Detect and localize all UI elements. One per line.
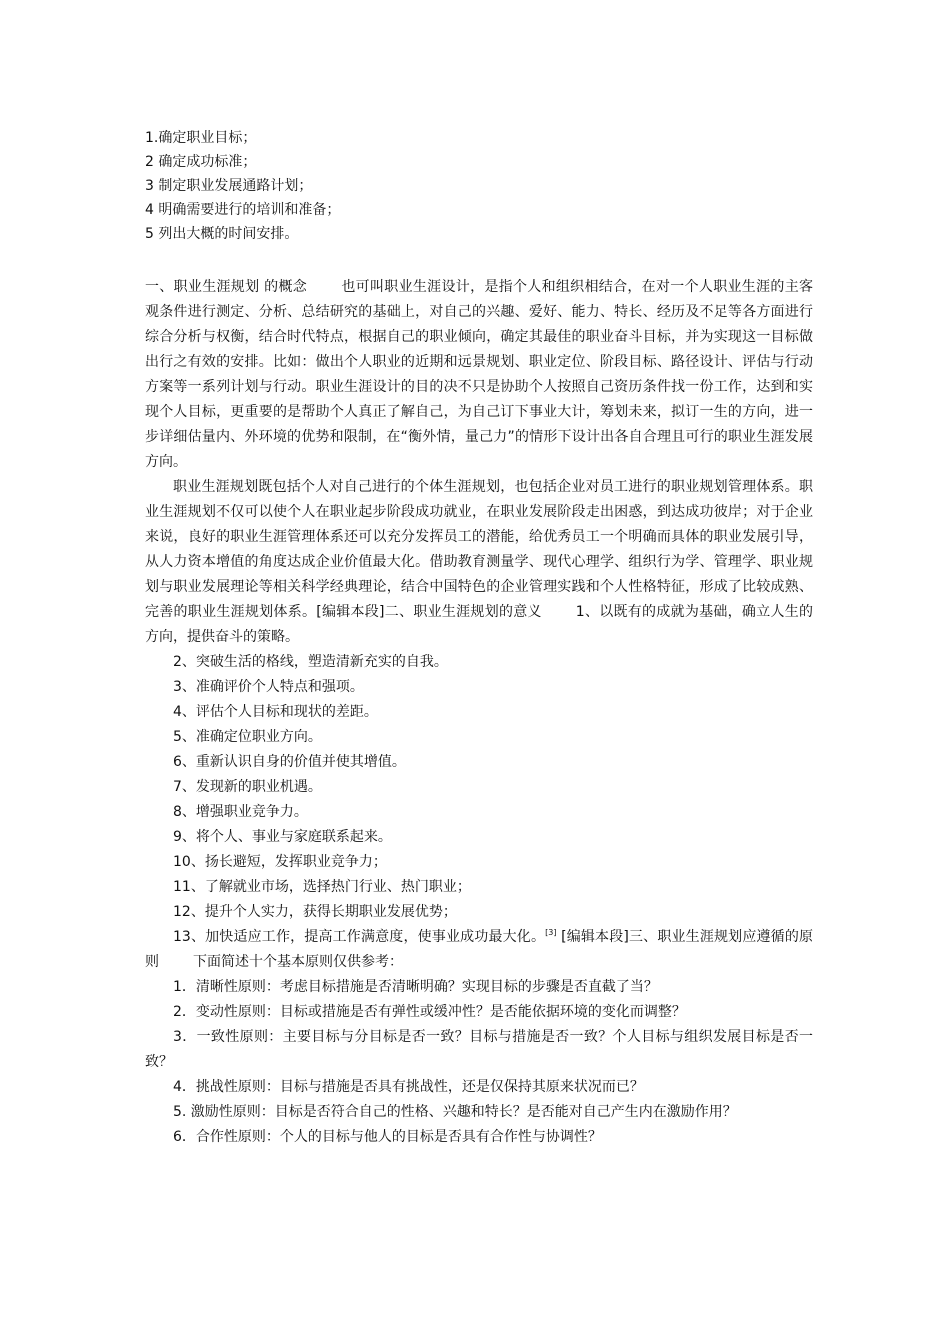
paragraph-2 bbox=[145, 475, 813, 650]
edit-section-link[interactable]: [编辑本段] bbox=[561, 929, 629, 945]
paragraph-2-body: 职业生涯规划既包括个人对自己进行的个体生涯规划，也包括企业对员工进行的职业规划管理体系。职业生涯规划不仅可以使个人在职业起步阶段成功就业，在职业发展阶段走出困惑，到达成功彼岸；对于企业来说，良好的职业生涯管理体系还可以充分发挥员工的潜能，给优秀员工一个明确而具体的职业发展引导，从人力资本增值的角度达成企业价值最大化。借助教育测量学、现代心理学、组织行为学、管理学、职业规划与职业发展理论等相关科学经典理论，结合中国特色的企业管理实践和个人性格特征，形成了比较成熟、完善的职业生涯规划体系。 bbox=[145, 479, 813, 620]
section-1-body: 也可叫职业生涯设计，是指个人和组织相结合，在对一个人职业生涯的主客观条件进行测定、分析、总结研究的基础上，对自己的兴趣、爱好、能力、特长、经历及不足等各方面进行综合分析与权衡，结合时代特点，根据自己的职业倾向，确定其最佳的职业奋斗目标，并为实现这一目标做出行之有效的安排。比如：做出个人职业的近期和远景规划、职业定位、阶段目标、路径设计、评估与行动方案等一系列计划与行动。职业生涯设计的目的决不只是协助个人按照自己资历条件找一份工作，达到和实现个人目标，更重要的是帮助个人真正了解自己，为自己订下事业大计，筹划未来，拟订一生的方向，进一步详细估量内、外环境的优势和限制，在“衡外情，量己力”的情形下设计出各自合理且可行的职业生涯发展方向。 bbox=[145, 279, 813, 470]
section-2-heading: 二、职业生涯规划的意义 bbox=[384, 604, 542, 620]
principle-item: 3．一致性原则：主要目标与分目标是否一致？目标与措施是否一致？个人目标与组织发展目标是否一致？ bbox=[145, 1029, 813, 1070]
section-3-heading: 三、职业生涯规划应遵循的原则 bbox=[145, 929, 813, 970]
principles-intro: 下面简述十个基本原则仅供参考： bbox=[193, 954, 403, 970]
principle-item: 2．变动性原则：目标或措施是否有弹性或缓冲性？是否能依据环境的变化而调整？ bbox=[173, 1004, 686, 1020]
footnote-reference[interactable]: [3] bbox=[545, 928, 557, 937]
principle-item: 5. 激励性原则：目标是否符合自己的性格、兴趣和特长？是否能对自己产生内在激励作用？ bbox=[173, 1104, 737, 1120]
principle-item: 6．合作性原则：个人的目标与他人的目标是否具有合作性与协调性？ bbox=[173, 1129, 602, 1145]
principle-item: 4．挑战性原则：目标与措施是否具有挑战性，还是仅保持其原来状况而已？ bbox=[173, 1079, 644, 1095]
principle-item: 1．清晰性原则：考虑目标措施是否清晰明确？实现目标的步骤是否直截了当？ bbox=[173, 979, 658, 995]
meaning-item: 5、准确定位职业方向。 bbox=[173, 729, 322, 745]
meaning-item-1: 1、以既有的成就为基础，确立人生的方向，提供奋斗的策略。 bbox=[145, 604, 814, 645]
edit-section-link[interactable]: [编辑本段] bbox=[316, 604, 385, 620]
step-item: 3 制定职业发展通路计划； bbox=[145, 178, 313, 194]
career-steps-list bbox=[145, 126, 813, 246]
meaning-item: 7、发现新的职业机遇。 bbox=[173, 779, 322, 795]
meaning-item-13-paragraph bbox=[145, 925, 813, 975]
meaning-item: 12、提升个人实力，获得长期职业发展优势； bbox=[173, 904, 457, 920]
step-item: 4 明确需要进行的培训和准备； bbox=[145, 202, 341, 218]
section-1-paragraph bbox=[145, 275, 813, 475]
meaning-item: 9、将个人、事业与家庭联系起来。 bbox=[173, 829, 392, 845]
meaning-item: 8、增强职业竞争力。 bbox=[173, 804, 308, 820]
article-body bbox=[145, 275, 813, 1150]
meaning-item: 6、重新认识自身的价值并使其增值。 bbox=[173, 754, 406, 770]
step-item: 1.确定职业目标； bbox=[145, 130, 257, 146]
meaning-item: 2、突破生活的格线，塑造清新充实的自我。 bbox=[173, 654, 448, 670]
section-1-heading: 一、职业生涯规划 的概念 bbox=[145, 279, 308, 295]
meaning-item-13: 13、加快适应工作，提高工作满意度，使事业成功最大化。 bbox=[173, 929, 546, 945]
meaning-item: 11、了解就业市场，选择热门行业、热门职业； bbox=[173, 879, 471, 895]
meaning-item: 4、评估个人目标和现状的差距。 bbox=[173, 704, 378, 720]
step-item: 2 确定成功标准； bbox=[145, 154, 257, 170]
meaning-item: 10、扬长避短，发挥职业竞争力； bbox=[173, 854, 387, 870]
meaning-item: 3、准确评价个人特点和强项。 bbox=[173, 679, 364, 695]
step-item: 5 列出大概的时间安排。 bbox=[145, 226, 299, 242]
